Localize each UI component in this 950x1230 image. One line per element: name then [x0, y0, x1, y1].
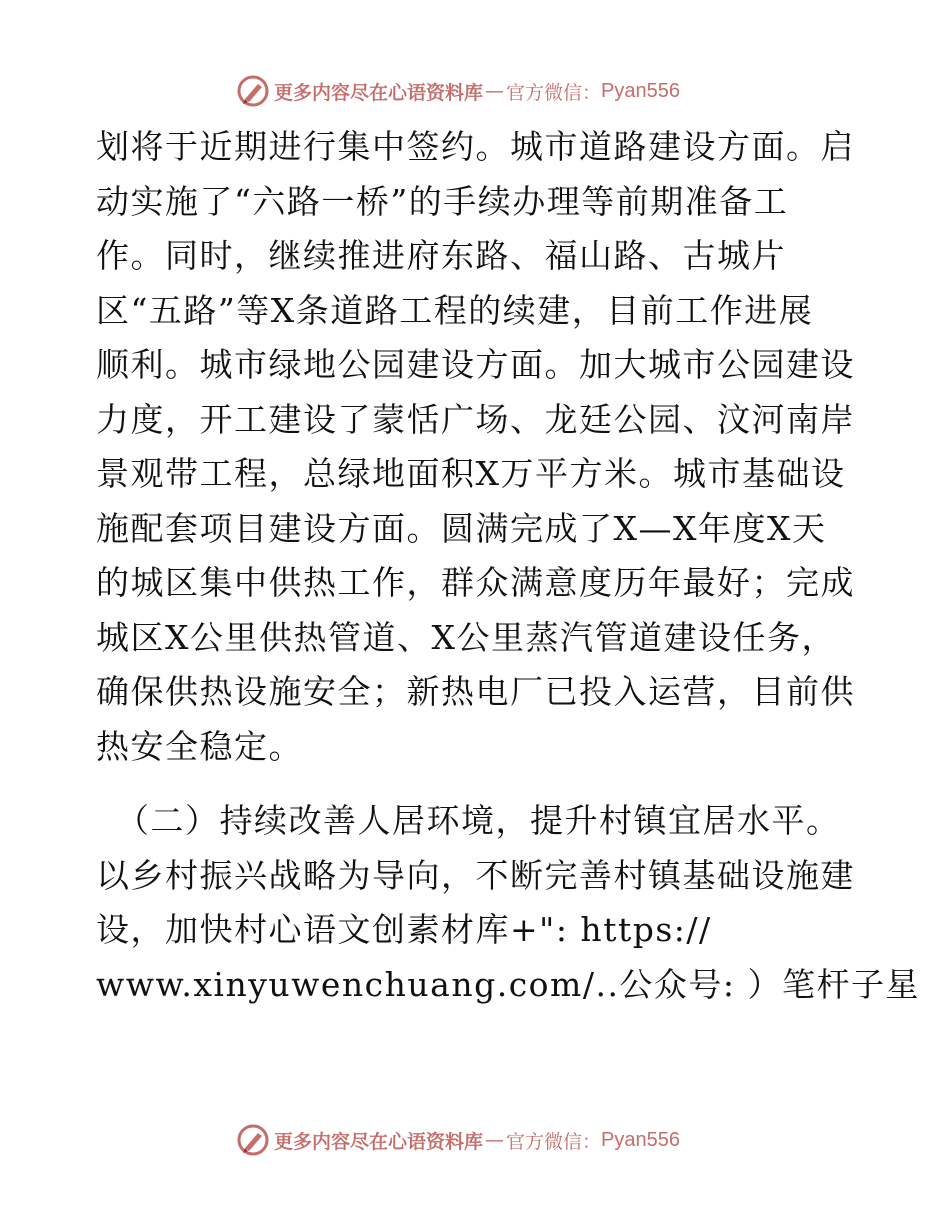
text-line: 作。同时，继续推进府东路、福山路、古城片 [96, 236, 786, 275]
paragraph [96, 120, 856, 774]
footer-watermark [236, 1122, 680, 1158]
watermark-id: Pyan556 [601, 1128, 680, 1151]
header-watermark [236, 73, 680, 109]
text-line: 确保供热设施安全；新热电厂已投入运营，目前供 [96, 672, 855, 711]
paragraph-gap [96, 774, 856, 794]
text-line: 城区X公里供热管道、X公里蒸汽管道建设任务， [96, 617, 836, 657]
text-line: 施配套项目建设方面。圆满完成了X—X年度X天 [96, 508, 827, 548]
watermark-text: 更多内容尽在心语资料库 [274, 1130, 484, 1153]
text-line: 划将于近期进行集中签约。城市道路建设方面。启 [96, 127, 855, 166]
text-line: 以乡村振兴战略为导向，不断完善村镇基础设施建 [96, 855, 855, 895]
text-line: 的城区集中供热工作，群众满意度历年最好；完成 [96, 563, 855, 602]
text-line: 动实施了“六路一桥”的手续办理等前期准备工 [96, 181, 789, 221]
text-line: www.xinyuwenchuang.com/..公众号: ）笔杆子星 [96, 964, 921, 1004]
watermark-label: 官方微信： [506, 1130, 602, 1153]
text-line: 设，加快村心语文创素材库+": https:// [96, 910, 712, 949]
section-heading: （二）持续改善人居环境，提升村镇宜居水平。 [116, 801, 841, 840]
paragraph [96, 794, 921, 1012]
text-line: 景观带工程，总绿地面积X万平方米。城市基础设 [96, 454, 846, 493]
watermark-label: 官方微信： [506, 81, 602, 104]
text-line: 热安全稳定。 [96, 726, 303, 766]
watermark-id: Pyan556 [601, 79, 680, 102]
text-line: 力度，开工建设了蒙恬广场、龙廷公园、汶河南岸 [96, 399, 855, 439]
text-line: 区“五路”等X条道路工程的续建，目前工作进展 [96, 290, 814, 330]
document-body [96, 120, 921, 1012]
text-line: 顺利。城市绿地公园建设方面。加大城市公园建设 [96, 345, 855, 384]
pen-logo-icon [236, 74, 270, 108]
watermark-text: 更多内容尽在心语资料库 [274, 81, 484, 104]
watermark-dash: — [485, 80, 505, 102]
pen-logo-icon [236, 1123, 270, 1157]
watermark-dash: — [485, 1129, 505, 1151]
